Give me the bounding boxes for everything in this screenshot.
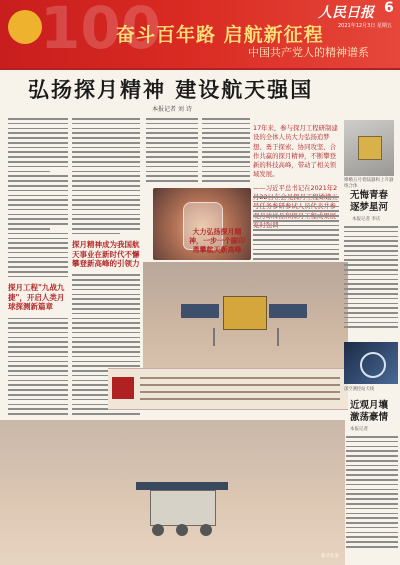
body-text [140, 391, 340, 393]
photo-credit: 新华社发 [321, 554, 339, 559]
lander-body [223, 296, 267, 330]
sidebar-photo [344, 120, 394, 176]
moon-surface-photo [0, 420, 345, 565]
dateline: 2021年12月3日 星期五 [338, 23, 392, 29]
sidebar-title-line: 近观月壤 [350, 400, 389, 411]
quote-text: 17年来，参与探月工程研制建设的全体人员大力弘扬追梦想、勇于探索、协同攻坚、合作共赢的探月精神，不断攀登新的科技高峰，带动了相关领域发展。 [253, 124, 338, 179]
sidebar-photo [344, 342, 398, 384]
section-subhead: 探月精神成为我国航天事业在新时代不懈攀登新高峰的引领力 [72, 240, 140, 269]
article-column-1 [8, 118, 68, 416]
lander-photo [143, 262, 348, 370]
box-badge [112, 377, 134, 399]
sidebar-title [350, 400, 388, 424]
quote-source: ——习近平总书记在2021年2 [253, 183, 338, 192]
lander-legs [213, 328, 279, 346]
section-subhead: 大力弘扬探月精神，一步一个脚印勇攀航天新高峰 [189, 228, 245, 254]
masthead: 人民日报 [318, 5, 374, 21]
sidebar-title-line: 逐梦星河 [350, 201, 389, 213]
body-text [8, 318, 68, 417]
page-number: 6 [384, 0, 394, 16]
article-headline: 弘扬探月精神 建设航天强国 [28, 78, 314, 102]
photo-caption: 嫦娥五号着陆器和上升器组合体 [344, 178, 394, 189]
centenary-logo: 100 [40, 0, 162, 62]
sidebar-author: 本报记者 李庆 [352, 217, 381, 222]
lander-icon [358, 136, 382, 160]
rover-body [150, 490, 216, 526]
party-emblem-icon [8, 10, 42, 44]
body-text [8, 118, 68, 277]
banner-subtitle: 中国共产党人的精神谱系 [248, 46, 369, 59]
body-text [146, 118, 198, 182]
body-text [140, 384, 340, 386]
header-banner [0, 0, 400, 68]
solar-panel [136, 482, 228, 490]
sidebar-author: 本报记者 [350, 427, 368, 432]
divider [0, 68, 400, 70]
photo-caption: 深空测控站天线 [344, 387, 375, 392]
antenna-dish-icon [360, 352, 386, 378]
body-text [202, 118, 250, 182]
rover-wheel [200, 524, 212, 536]
solar-panel [269, 304, 307, 318]
body-text [140, 398, 340, 400]
body-text [140, 377, 340, 379]
solar-panel [181, 304, 219, 318]
sidebar-column [344, 226, 398, 338]
article-column-4 [202, 118, 250, 186]
article-column-3 [146, 118, 198, 186]
article-byline: 本报记者 刘 诗 [152, 106, 192, 113]
info-box [108, 368, 348, 410]
sidebar-title-line: 无悔青春 [350, 190, 389, 201]
rover-wheel [176, 524, 188, 536]
banner-slogan: 奋斗百年路 启航新征程 [116, 24, 324, 46]
sidebar-title [350, 190, 388, 214]
sidebar-title-line: 激荡豪情 [350, 411, 389, 423]
sidebar-column [346, 436, 398, 561]
section-subhead: 探月工程"九战九捷"，开启人类月球探测新篇章 [8, 283, 65, 312]
body-text [72, 118, 140, 234]
body-text [346, 436, 398, 548]
rover-wheel [152, 524, 164, 536]
body-text [344, 226, 398, 328]
